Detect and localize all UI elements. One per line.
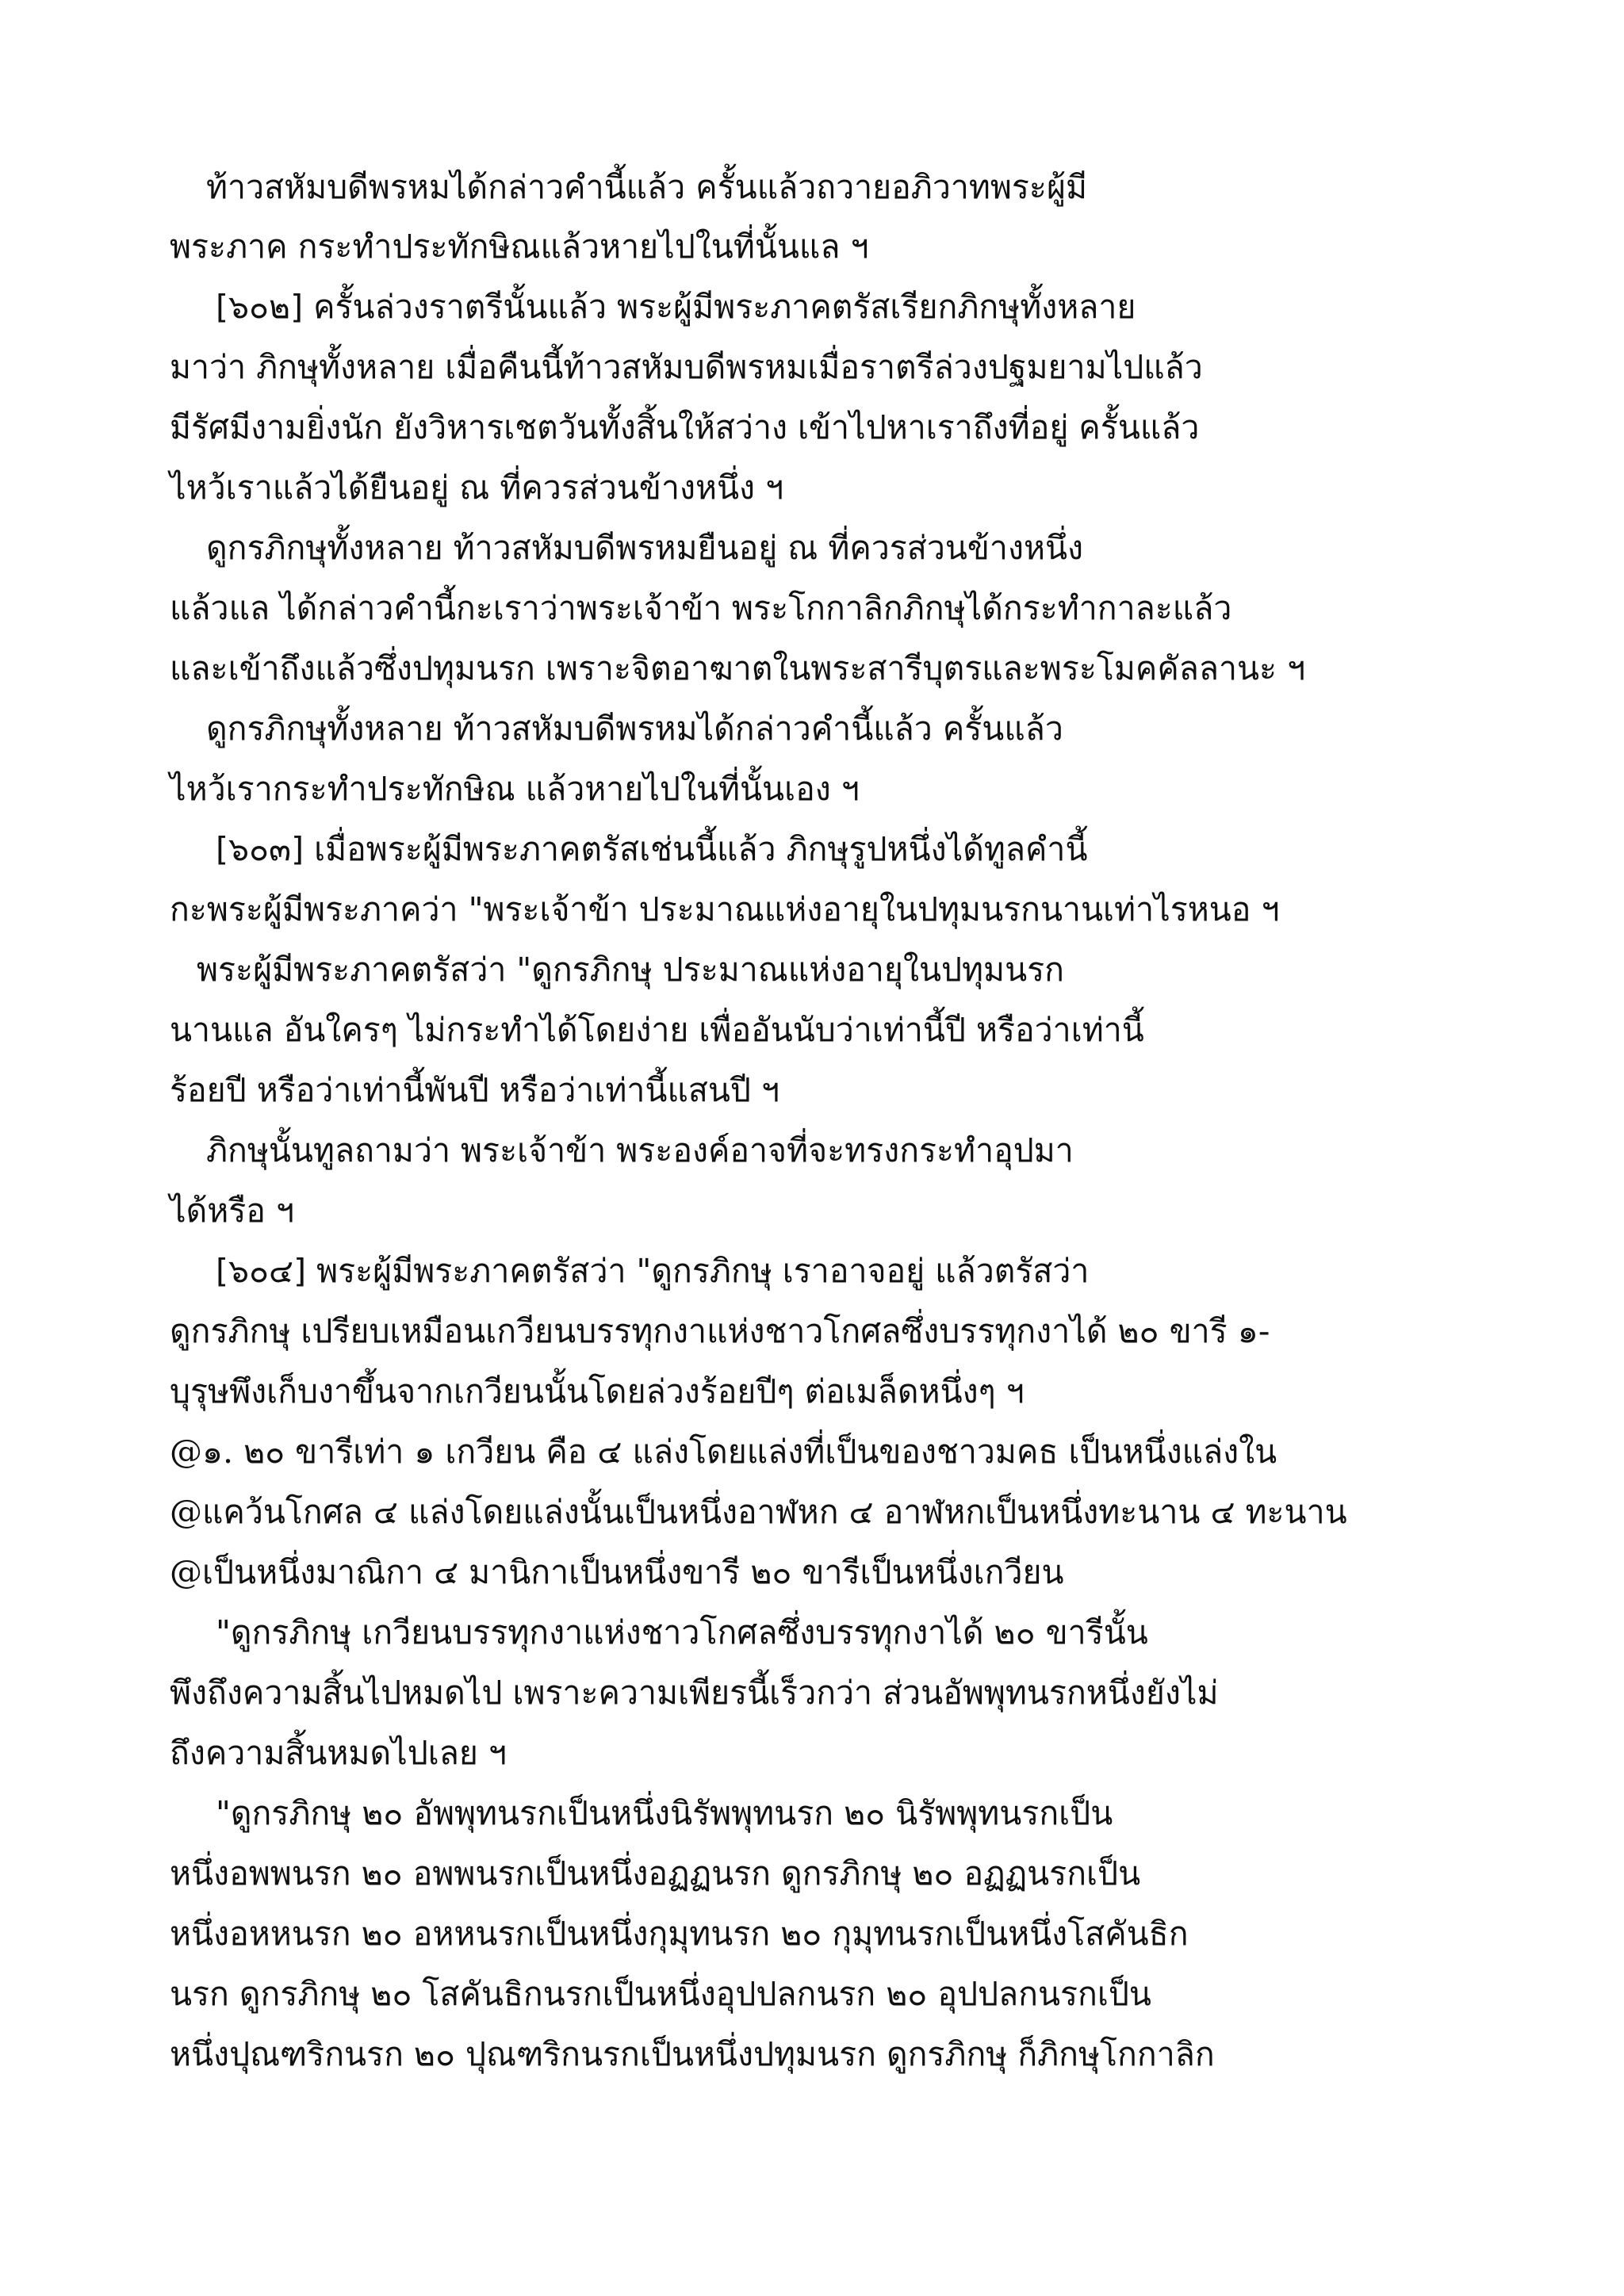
text-line: ร้อยปี หรือว่าเท่านี้พันปี หรือว่าเท่านี้แสนปี ฯ (170, 1071, 780, 1109)
text-line: แล้วแล ได้กล่าวคำนี้กะเราว่าพระเจ้าข้า พระโกกาลิกภิกษุได้กระทำกาละแล้ว (170, 589, 1232, 627)
text-line: ได้หรือ ฯ (170, 1192, 294, 1230)
text-line: ถึงความสิ้นหมดไปเลย ฯ (170, 1734, 507, 1772)
text-line: มีรัศมีงามยิ่งนัก ยังวิหารเชตวันทั้งสิ้นให้สว่าง เข้าไปหาเราถึงที่อยู่ ครั้นแล้ว (170, 408, 1200, 446)
text-line: นานแล อันใครๆ ไม่กระทำได้โดยง่าย เพื่ออันนับว่าเท่านี้ปี หรือว่าเท่านี้ (170, 1011, 1144, 1049)
text-line: ภิกษุนั้นทูลถามว่า พระเจ้าข้า พระองค์อาจที่จะทรงกระทำอุปมา (206, 1131, 1074, 1169)
text-line: ไหว้เราแล้วได้ยืนอยู่ ณ ที่ควรส่วนข้างหนึ่ง ฯ (170, 469, 784, 507)
footnote-line: @แคว้นโกศล ๔ แล่งโดยแล่งนั้นเป็นหนึ่งอาฬหก ๔ อาฬหกเป็นหนึ่งทะนาน ๔ ทะนาน (170, 1493, 1347, 1531)
text-line: กะพระผู้มีพระภาคว่า "พระเจ้าข้า ประมาณแห่งอายุในปทุมนรกนานเท่าไรหนอ ฯ (170, 890, 1280, 928)
text-line: หนึ่งอพพนรก ๒๐ อพพนรกเป็นหนึ่งอฏฏนรก ดูกรภิกษุ ๒๐ อฏฏนรกเป็น (170, 1854, 1141, 1892)
text-line: นรก ดูกรภิกษุ ๒๐ โสคันธิกนรกเป็นหนึ่งอุปปลกนรก ๒๐ อุปปลกนรกเป็น (170, 1975, 1151, 2013)
text-line: [๖๐๒] ครั้นล่วงราตรีนั้นแล้ว พระผู้มีพระภาคตรัสเรียกภิกษุทั้งหลาย (216, 288, 1136, 326)
text-line: บุรุษพึงเก็บงาขึ้นจากเกวียนนั้นโดยล่วงร้อยปีๆ ต่อเมล็ดหนึ่งๆ ฯ (170, 1372, 1025, 1410)
text-line: มาว่า ภิกษุทั้งหลาย เมื่อคืนนี้ท้าวสหัมบดีพรหมเมื่อราตรีล่วงปฐมยามไปแล้ว (170, 348, 1203, 386)
text-line: ท้าวสหัมบดีพรหมได้กล่าวคำนี้แล้ว ครั้นแล้วถวายอภิวาทพระผู้มี (206, 168, 1088, 206)
text-line: และเข้าถึงแล้วซึ่งปทุมนรก เพราะจิตอาฆาตในพระสารีบุตรและพระโมคคัลลานะ ฯ (170, 649, 1306, 687)
text-line: หนึ่งปุณฑริกนรก ๒๐ ปุณฑริกนรกเป็นหนึ่งปทุมนรก ดูกรภิกษุ ก็ภิกษุโกกาลิก (170, 2035, 1215, 2073)
text-line: พระภาค กระทำประทักษิณแล้วหายไปในที่นั้นแล ฯ (170, 228, 869, 266)
text-line: ดูกรภิกษุทั้งหลาย ท้าวสหัมบดีพรหมได้กล่าวคำนี้แล้ว ครั้นแล้ว (206, 710, 1063, 748)
text-line: หนึ่งอหหนรก ๒๐ อหหนรกเป็นหนึ่งกุมุทนรก ๒๐ กุมุทนรกเป็นหนึ่งโสคันธิก (170, 1915, 1189, 1953)
text-line: พึงถึงความสิ้นไปหมดไป เพราะความเพียรนี้เร็วกว่า ส่วนอัพพุทนรกหนึ่งยังไม่ (170, 1674, 1219, 1712)
text-line: พระผู้มีพระภาคตรัสว่า "ดูกรภิกษุ ประมาณแห่งอายุในปทุมนรก (197, 951, 1064, 989)
text-line: "ดูกรภิกษุ ๒๐ อัพพุทนรกเป็นหนึ่งนิรัพพุทนรก ๒๐ นิรัพพุทนรกเป็น (216, 1794, 1113, 1832)
text-line: ดูกรภิกษุทั้งหลาย ท้าวสหัมบดีพรหมยืนอยู่ ณ ที่ควรส่วนข้างหนึ่ง (206, 529, 1084, 567)
text-line: [๖๐๔] พระผู้มีพระภาคตรัสว่า "ดูกรภิกษุ เราอาจอยู่ แล้วตรัสว่า (216, 1252, 1090, 1290)
text-line: ไหว้เรากระทำประทักษิณ แล้วหายไปในที่นั้นเอง ฯ (170, 770, 860, 808)
text-line: [๖๐๓] เมื่อพระผู้มีพระภาคตรัสเช่นนี้แล้ว ภิกษุรูปหนึ่งได้ทูลคำนี้ (216, 830, 1088, 868)
footnote-line: @เป็นหนึ่งมาณิกา ๔ มานิกาเป็นหนึ่งขารี ๒๐ ขารีเป็นหนึ่งเกวียน (170, 1553, 1064, 1591)
text-line: "ดูกรภิกษุ เกวียนบรรทุกงาแห่งชาวโกศลซึ่งบรรทุกงาได้ ๒๐ ขารีนั้น (216, 1613, 1148, 1651)
footnote-line: @๑. ๒๐ ขารีเท่า ๑ เกวียน คือ ๔ แล่งโดยแล่งที่เป็นของชาวมคธ เป็นหนึ่งแล่งใน (170, 1433, 1277, 1471)
text-line: ดูกรภิกษุ เปรียบเหมือนเกวียนบรรทุกงาแห่งชาวโกศลซึ่งบรรทุกงาได้ ๒๐ ขารี ๑- (170, 1312, 1270, 1350)
